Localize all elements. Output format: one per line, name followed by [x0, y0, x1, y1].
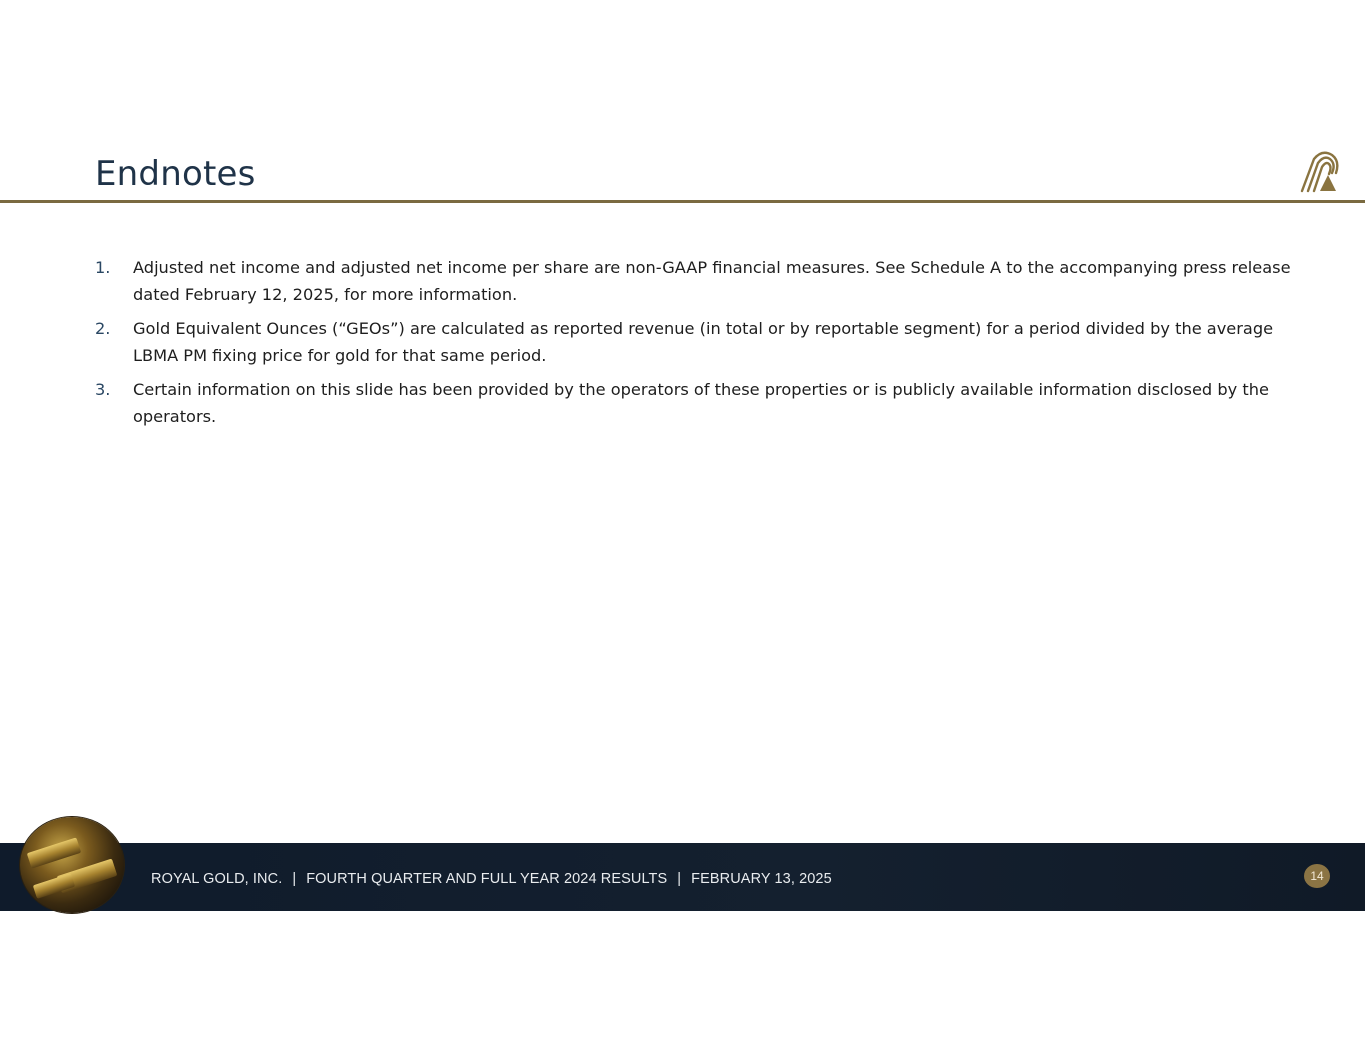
endnote-text: Gold Equivalent Ounces (“GEOs”) are calculated as reported revenue (in total or by reportable segment) for a period divided by the average LBMA PM fixing price for gold for that same period.: [133, 319, 1274, 365]
gold-bars-image: [20, 817, 124, 913]
title-divider: [0, 200, 1365, 203]
footer-date: FEBRUARY 13, 2025: [691, 871, 832, 887]
list-item: [95, 316, 1305, 369]
footer-separator: |: [677, 871, 682, 887]
page-title: Endnotes: [95, 154, 256, 194]
endnote-number: 1.: [95, 258, 111, 277]
gold-bar-shape: [27, 837, 81, 868]
endnote-text: Adjusted net income and adjusted net income per share are non-GAAP financial measures. See Schedule A to the accompanying press release dated February 12, 2025, for more information.: [133, 258, 1291, 304]
page-number-badge: 14: [1304, 864, 1330, 888]
endnote-number: 2.: [95, 319, 111, 338]
royal-gold-logo-icon: [1298, 151, 1342, 193]
footer-caption: [151, 871, 832, 887]
footer-report: FOURTH QUARTER AND FULL YEAR 2024 RESULTS: [306, 871, 668, 887]
list-item: [95, 255, 1305, 308]
endnote-number: 3.: [95, 380, 111, 399]
gold-bar-shape: [33, 873, 75, 899]
endnote-text: Certain information on this slide has been provided by the operators of these properties or is publicly available information disclosed by the operators.: [133, 380, 1269, 426]
endnotes-list: [95, 255, 1305, 438]
footer-company: ROYAL GOLD, INC.: [151, 871, 283, 887]
footer-separator: |: [292, 871, 297, 887]
list-item: [95, 377, 1305, 430]
